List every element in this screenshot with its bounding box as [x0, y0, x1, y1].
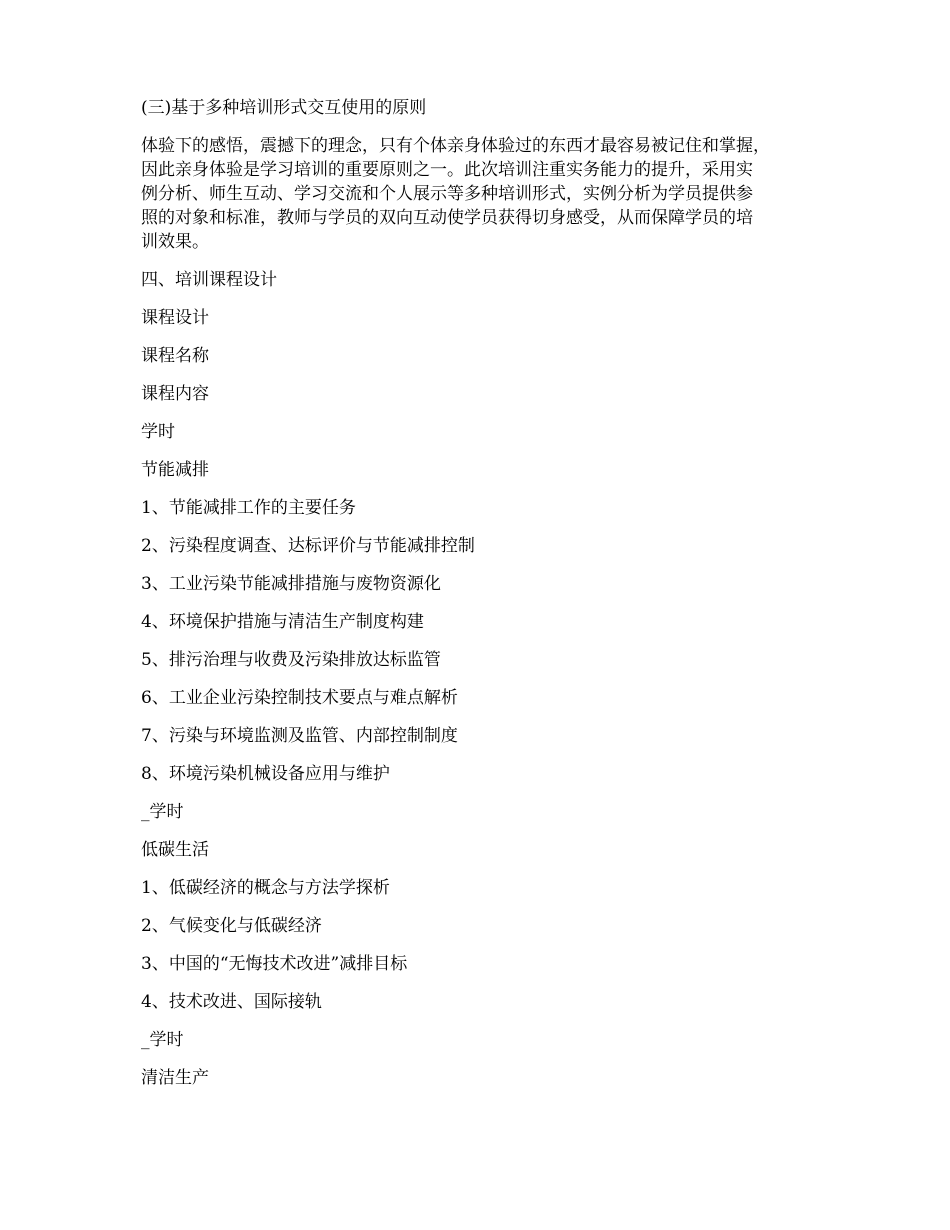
- course-item: 2、气候变化与低碳经济: [141, 916, 322, 936]
- paragraph-line: 因此亲身体验是学习培训的重要原则之一。此次培训注重实务能力的提升，采用实: [141, 160, 753, 180]
- course-item: 3、工业污染节能减排措施与废物资源化: [141, 574, 441, 594]
- course-item: 4、环境保护措施与清洁生产制度构建: [141, 612, 424, 632]
- course-item: 7、污染与环境监测及监管、内部控制制度: [141, 726, 458, 746]
- paragraph-line: 训效果。: [141, 232, 209, 252]
- document-page: [141, 96, 817, 1104]
- course-item: 6、工业企业污染控制技术要点与难点解析: [141, 688, 458, 708]
- paragraph-line: 照的对象和标准，教师与学员的双向互动使学员获得切身感受，从而保障学员的培: [141, 208, 753, 228]
- course-item: 1、节能减排工作的主要任务: [141, 498, 356, 518]
- principle-paragraph: [141, 134, 817, 254]
- paragraph-line: 例分析、师生互动、学习交流和个人展示等多种培训形式，实例分析为学员提供参: [141, 184, 753, 204]
- course-item: 2、污染程度调查、达标评价与节能减排控制: [141, 536, 475, 556]
- table-header-content: 课程内容: [141, 384, 209, 404]
- course-item: 1、低碳经济的概念与方法学探析: [141, 878, 390, 898]
- section-heading: 四、培训课程设计: [141, 270, 277, 290]
- table-header-hours: 学时: [141, 422, 175, 442]
- table-header-design: 课程设计: [141, 308, 209, 328]
- course-hours: _学时: [141, 802, 184, 822]
- course-name: 低碳生活: [141, 840, 209, 860]
- course-name: 节能减排: [141, 460, 209, 480]
- table-header-name: 课程名称: [141, 346, 209, 366]
- paragraph-line: 体验下的感悟，震撼下的理念，只有个体亲身体验过的东西才最容易被记住和掌握，: [141, 136, 770, 156]
- course-item: 5、排污治理与收费及污染排放达标监管: [141, 650, 441, 670]
- principle-heading: (三)基于多种培训形式交互使用的原则: [141, 98, 427, 118]
- course-item: 4、技术改进、国际接轨: [141, 992, 322, 1012]
- course-item: 8、环境污染机械设备应用与维护: [141, 764, 390, 784]
- course-item: 3、中国的“无悔技术改进”减排目标: [141, 954, 408, 974]
- course-name: 清洁生产: [141, 1068, 209, 1088]
- course-hours: _学时: [141, 1030, 184, 1050]
